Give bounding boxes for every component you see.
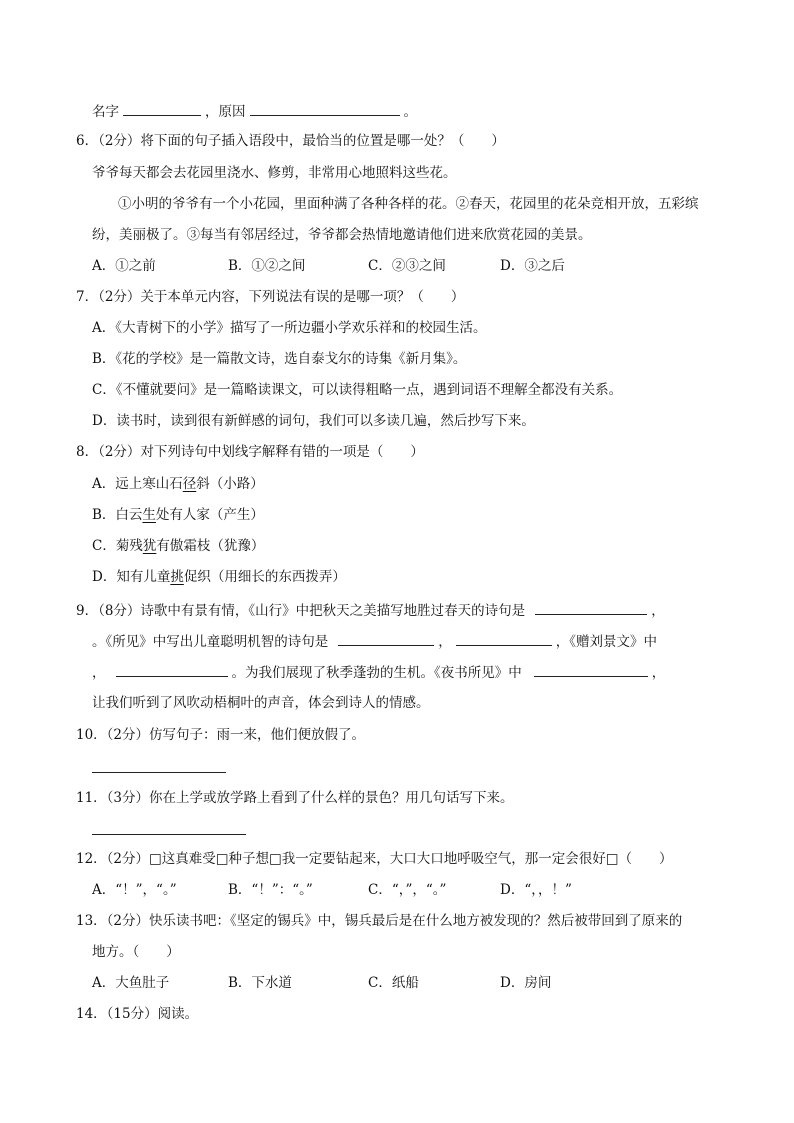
q7-option-b[interactable]: B．《花的学校》是一篇散文诗，选自泰戈尔的诗集《新月集》。 <box>92 351 467 367</box>
q13-option-a[interactable]: A．大鱼肚子 <box>92 975 170 991</box>
q13-option-d[interactable]: D．房间 <box>500 975 552 991</box>
q12-option-c[interactable]: C．“，”，“。” <box>368 882 447 898</box>
q13-stem-line-1: 13．（2分）快乐读书吧：《坚定的锡兵》中，锡兵最后是在什么地方被发现的？然后被带回到了原来的 <box>76 913 683 929</box>
q12-option-b[interactable]: B．“！”：“。” <box>228 882 313 898</box>
q11-stem: 11．（3分）你在上学或放学路上看到了什么样的景色？用几句话写下来。 <box>76 790 514 806</box>
q9-line-1 <box>76 600 665 620</box>
q13-options <box>92 973 692 993</box>
q8-option-a[interactable] <box>92 474 264 494</box>
q14-stem: 14．（15分）阅读。 <box>76 1006 199 1022</box>
q9-blank-5[interactable] <box>534 662 648 677</box>
q10-stem: 10．（2分）仿写句子：雨一来，他们便放假了。 <box>76 727 366 743</box>
q9-l1-text: 9．（8分）诗歌中有景有情，《山行》中把秋天之美描写地胜过春天的诗句是 <box>76 603 526 619</box>
q9-blank-2[interactable] <box>338 631 434 646</box>
q8-option-c[interactable] <box>92 536 264 556</box>
q8-d-pre: D．知有儿童 <box>92 569 171 585</box>
q6-paragraph-line-2: 纷，美丽极了。③每当有邻居经过，爷爷都会热情地邀请他们进来欣赏花园的美景。 <box>92 227 592 243</box>
q9-blank-3[interactable] <box>456 631 552 646</box>
q5-end: 。 <box>403 104 417 120</box>
q8-b-pre: B．白云 <box>92 507 143 523</box>
q8-a-pre: A．远上寒山石 <box>92 476 183 492</box>
q8-option-d[interactable] <box>92 567 346 587</box>
q9-l2-post: ，《赠刘景文》中 <box>555 634 657 650</box>
q12-option-d[interactable]: D．“，，！” <box>500 882 572 898</box>
q5-tail-line <box>92 101 417 121</box>
q6-stem: 6．（2分）将下面的句子插入语段中，最恰当的位置是哪一处？（ ） <box>76 133 505 149</box>
q10-answer-line[interactable] <box>92 771 226 773</box>
q8-stem: 8．（2分）对下列诗句中划线字解释有错的一项是（ ） <box>76 444 424 460</box>
q7-option-c[interactable]: C．《不懂就要问》是一篇略读课文，可以读得粗略一点，遇到词语不理解全都没有关系。 <box>92 382 623 398</box>
q13-option-b[interactable]: B．下水道 <box>228 975 292 991</box>
q12-stem: 12．（2分）□这真难受□种子想□我一定要钻起来，大口大口地呼吸空气，那一定会很好□（ ） <box>76 851 673 867</box>
q13-stem-line-2: 地方。（ ） <box>92 944 180 960</box>
q9-l3-pre: ， <box>92 665 106 681</box>
q9-l1-end: ， <box>651 603 665 619</box>
q7-option-a[interactable]: A．《大青树下的小学》描写了一所边疆小学欢乐祥和的校园生活。 <box>92 320 487 336</box>
q12-options <box>92 880 692 900</box>
q8-a-underlined: 径 <box>182 476 197 492</box>
q6-option-b[interactable]: B．①②之间 <box>228 258 306 274</box>
q5-reason-blank[interactable] <box>250 101 400 116</box>
q6-sentence: 爷爷每天都会去花园里浇水、修剪，非常用心地照料这些花。 <box>92 165 457 181</box>
q7-stem: 7．（2分）关于本单元内容，下列说法有误的是哪一项？（ ） <box>76 289 465 305</box>
q9-line-4: 让我们听到了风吹动梧桐叶的声音，体会到诗人的情感。 <box>92 695 430 711</box>
q8-b-underlined: 生 <box>142 507 156 523</box>
q5-reason-label: ，原因 <box>205 104 246 120</box>
q6-options <box>92 256 692 276</box>
q8-b-post: 处有人家（产生） <box>155 507 264 523</box>
q9-blank-1[interactable] <box>535 600 647 615</box>
q6-option-a[interactable]: A．①之前 <box>92 258 156 274</box>
q9-blank-4[interactable] <box>116 662 228 677</box>
q5-name-blank[interactable] <box>123 101 201 116</box>
q12-option-a[interactable]: A．“！”，“。” <box>92 882 177 898</box>
q6-option-d[interactable]: D．③之后 <box>500 258 565 274</box>
q8-a-post: 斜（小路） <box>196 476 264 492</box>
q8-c-post: 有傲霜枝（犹豫） <box>156 538 265 554</box>
q8-d-post: 促织（用细长的东西拨弄） <box>183 569 346 585</box>
q9-l2-pre: 。《所见》中写出儿童聪明机智的诗句是 <box>92 634 329 650</box>
q9-l2-mid: ， <box>438 634 452 650</box>
q6-option-c[interactable]: C．②③之间 <box>368 258 446 274</box>
q9-l3-mid: 。为我们展现了秋季蓬勃的生机。《夜书所见》中 <box>231 665 522 681</box>
q7-option-d[interactable]: D．读书时，读到很有新鲜感的词句，我们可以多读几遍，然后抄写下来。 <box>92 413 535 429</box>
q9-l3-end: ， <box>651 665 666 681</box>
q5-name-label: 名字 <box>92 104 119 120</box>
q9-line-2 <box>92 631 657 651</box>
q9-line-3 <box>92 662 665 682</box>
q11-answer-line[interactable] <box>92 833 246 835</box>
q8-option-b[interactable] <box>92 505 264 525</box>
q8-c-underlined: 犹 <box>142 538 157 554</box>
q6-paragraph-line-1: ①小明的爷爷有一个小花园，里面种满了各种各样的花。②春天，花园里的花朵竞相开放，五彩缤 <box>118 196 699 212</box>
q8-c-pre: C．菊残 <box>92 538 143 554</box>
q13-option-c[interactable]: C．纸船 <box>368 975 419 991</box>
q8-d-underlined: 挑 <box>170 569 184 585</box>
